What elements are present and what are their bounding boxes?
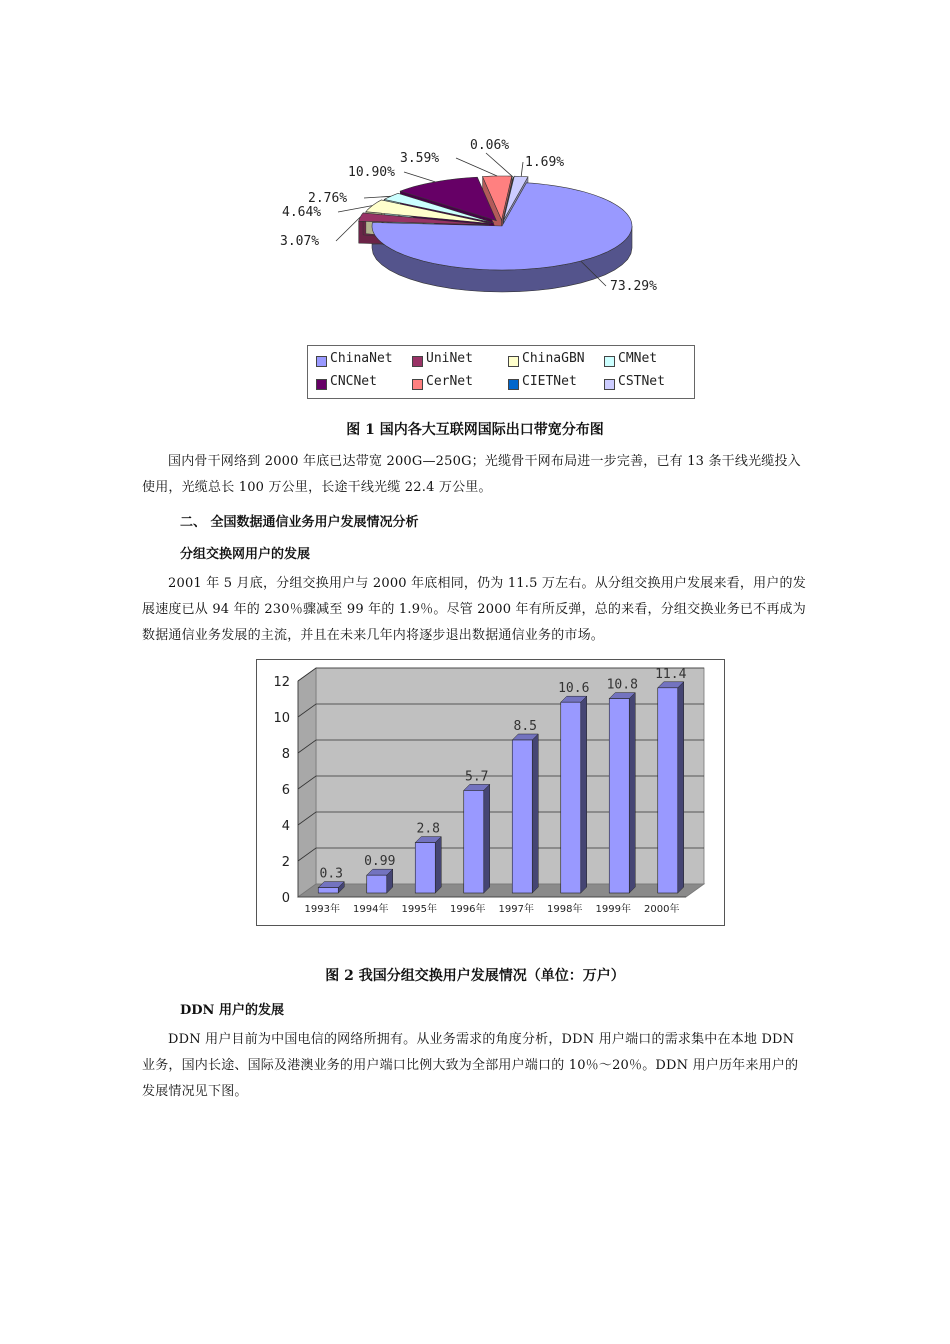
legend-swatch — [412, 356, 423, 367]
bar-side — [484, 784, 490, 893]
bar — [561, 702, 581, 893]
bar-value-label: 10.8 — [606, 677, 638, 693]
pie-data-label: 4.64% — [282, 205, 322, 220]
bar — [318, 888, 338, 893]
bar-side — [435, 837, 441, 893]
pie-leader-line — [404, 172, 435, 182]
legend-label: ChinaNet — [330, 351, 393, 366]
y-tick-label: 8 — [281, 747, 290, 762]
figure2-caption: 图 2 我国分组交换用户发展情况（单位：万户） — [325, 968, 625, 984]
x-tick-label: 1994年 — [353, 904, 389, 915]
subsection-ddn-title: DDN 用户的发展 — [180, 1003, 284, 1018]
legend-label: CerNet — [426, 374, 473, 389]
bar-value-label: 0.3 — [319, 866, 343, 882]
legend-swatch — [508, 379, 519, 390]
bar-value-label: 11.4 — [655, 666, 687, 682]
x-tick-label: 1999年 — [595, 904, 631, 915]
pie-data-label: 3.07% — [280, 234, 320, 249]
legend-swatch — [508, 356, 519, 367]
y-tick-label: 4 — [281, 819, 290, 834]
bar-value-label: 5.7 — [465, 769, 489, 785]
pie-leader-line — [364, 196, 391, 198]
paragraph-packet-switching: 2001 年 5 月底，分组交换用户与 2000 年底相同，仍为 11.5 万左右。从分组交换用户发展来看，用户的发展速度已从 94 年的 230％骤减至 99 年的 1.9％。尽管 2000 年有所反弹，总的来看，分组交换业务已不再成为数据通信业务发展的主流，并且在未来几年内将逐步退出数据通信业务的市场。 — [142, 576, 806, 643]
bar-value-label: 10.6 — [558, 681, 590, 697]
bar — [367, 875, 387, 893]
chart-floor — [298, 884, 704, 897]
x-tick-label: 1995年 — [401, 904, 437, 915]
bar-value-label: 8.5 — [513, 719, 537, 734]
pie-data-label: 10.90% — [348, 165, 395, 180]
bar-side — [629, 693, 635, 893]
legend-label: CNCNet — [330, 374, 377, 389]
bar-value-label: 2.8 — [416, 821, 440, 837]
legend-label: CSTNet — [618, 374, 665, 389]
legend-swatch — [412, 379, 423, 390]
legend-swatch — [604, 379, 615, 390]
pie-data-label: 1.69% — [525, 155, 565, 170]
paragraph-backbone: 国内骨干网络到 2000 年底已达带宽 200G—250G；光缆骨干网布局进一步完善，已有 13 条干线光缆投入使用，光缆总长 100 万公里，长途干线光缆 22.4 万公里。 — [142, 454, 801, 495]
legend-swatch — [316, 379, 327, 390]
paragraph-ddn: DDN 用户目前为中国电信的网络所拥有。从业务需求的角度分析，DDN 用户端口的需求集中在本地 DDN 业务，国内长途、国际及港澳业务的用户端口比例大致为全部用户端口的 10％～20％。DDN 用户历年来用户的发展情况见下图。 — [142, 1032, 799, 1099]
pie-chart — [270, 130, 690, 340]
y-tick-label: 12 — [273, 675, 290, 690]
legend-swatch — [604, 356, 615, 367]
bar — [609, 699, 629, 893]
pie-leader-line — [336, 217, 360, 241]
pie-leader-line — [456, 158, 497, 176]
x-tick-label: 2000年 — [644, 904, 680, 915]
bar-side — [532, 734, 538, 893]
bar — [512, 740, 532, 893]
legend-label: CIETNet — [522, 374, 577, 389]
y-tick-label: 0 — [281, 891, 290, 906]
bar-chart — [256, 659, 726, 927]
x-tick-label: 1997年 — [498, 904, 534, 915]
x-tick-label: 1996年 — [450, 904, 486, 915]
pie-leader-line — [521, 162, 523, 177]
pie-data-label: 2.76% — [308, 191, 348, 206]
pie-data-label: 73.29% — [610, 279, 657, 294]
section-2-title: 二、 全国数据通信业务用户发展情况分析 — [180, 515, 419, 530]
bar-value-label: 0.99 — [364, 854, 396, 870]
y-tick-label: 6 — [281, 783, 290, 798]
y-tick-label: 10 — [273, 711, 290, 726]
x-tick-label: 1998年 — [547, 904, 583, 915]
bar — [415, 843, 435, 893]
bar-side — [581, 696, 587, 893]
pie-data-label: 3.59% — [400, 151, 440, 166]
bar-side — [678, 682, 684, 893]
x-tick-label: 1993年 — [304, 904, 340, 915]
legend-label: CMNet — [618, 351, 658, 366]
bar — [658, 688, 678, 893]
legend-swatch — [316, 356, 327, 367]
pie-legend — [307, 345, 695, 399]
figure1-caption: 图 1 国内各大互联网国际出口带宽分布图 — [346, 422, 604, 438]
legend-label: ChinaGBN — [522, 351, 585, 366]
subsection-packet-switching-title: 分组交换网用户的发展 — [180, 547, 311, 562]
bar — [464, 790, 484, 893]
y-tick-label: 2 — [281, 855, 290, 870]
pie-leader-line — [486, 153, 513, 177]
legend-label: UniNet — [426, 351, 473, 366]
pie-data-label: 0.06% — [470, 138, 510, 153]
